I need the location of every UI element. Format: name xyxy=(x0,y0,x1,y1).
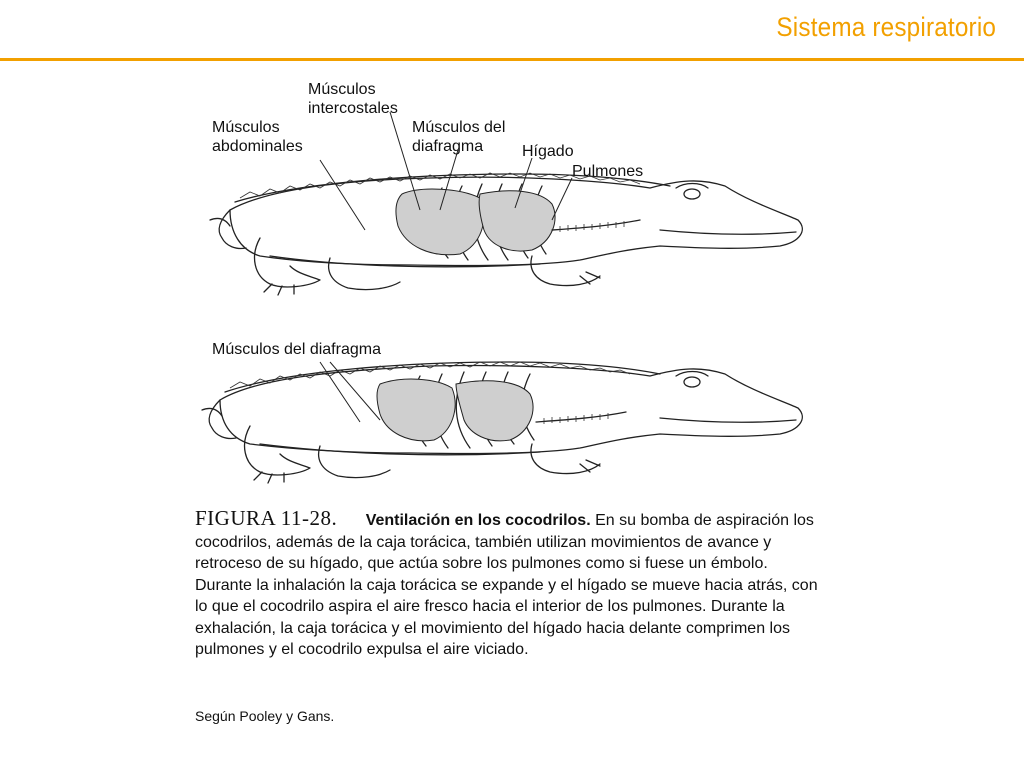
crocodile-bottom-drawing xyxy=(202,362,802,483)
figure-caption-body: En su bomba de aspiración los cocodrilos, además de la caja torácica, también utilizan movimientos de avance y retroceso de su hígado, que actúa sobre los pulmones como si fuese un émbolo. Durante la inhalación la caja torácica se expande y el hígado se mueve hacia atrás, con lo que el cocodrilo aspira el aire fresco hacia el interior de los pulmones. Durante la exhalación, la caja torácica y el movimiento del hígado hacia delante comprimen los pulmones y el cocodrilo expulsa el aire viciado. xyxy=(195,512,818,658)
title-divider xyxy=(0,58,1024,61)
figure-source: Según Pooley y Gans. xyxy=(195,708,335,724)
label-abdominal-muscles xyxy=(212,118,303,156)
figure-caption xyxy=(195,508,825,661)
label-lungs: Pulmones xyxy=(572,163,644,180)
label-line: Músculos xyxy=(308,81,376,98)
label-diaphragm-muscles-bottom: Músculos del diafragma xyxy=(212,341,381,358)
label-line: diafragma xyxy=(412,138,484,155)
label-line: Músculos xyxy=(212,119,280,136)
label-intercostal-muscles xyxy=(308,80,398,118)
figure-number: FIGURA 11-28. xyxy=(195,506,338,530)
slide-title: Sistema respiratorio xyxy=(776,12,996,42)
label-line: intercostales xyxy=(308,100,398,117)
figure-title: Ventilación en los cocodrilos. xyxy=(365,512,591,529)
label-line: Músculos del xyxy=(412,119,506,136)
label-line: abdominales xyxy=(212,138,303,155)
label-diaphragm-muscles-top xyxy=(412,118,505,156)
crocodile-figure xyxy=(180,70,840,510)
label-liver: Hígado xyxy=(522,143,574,160)
